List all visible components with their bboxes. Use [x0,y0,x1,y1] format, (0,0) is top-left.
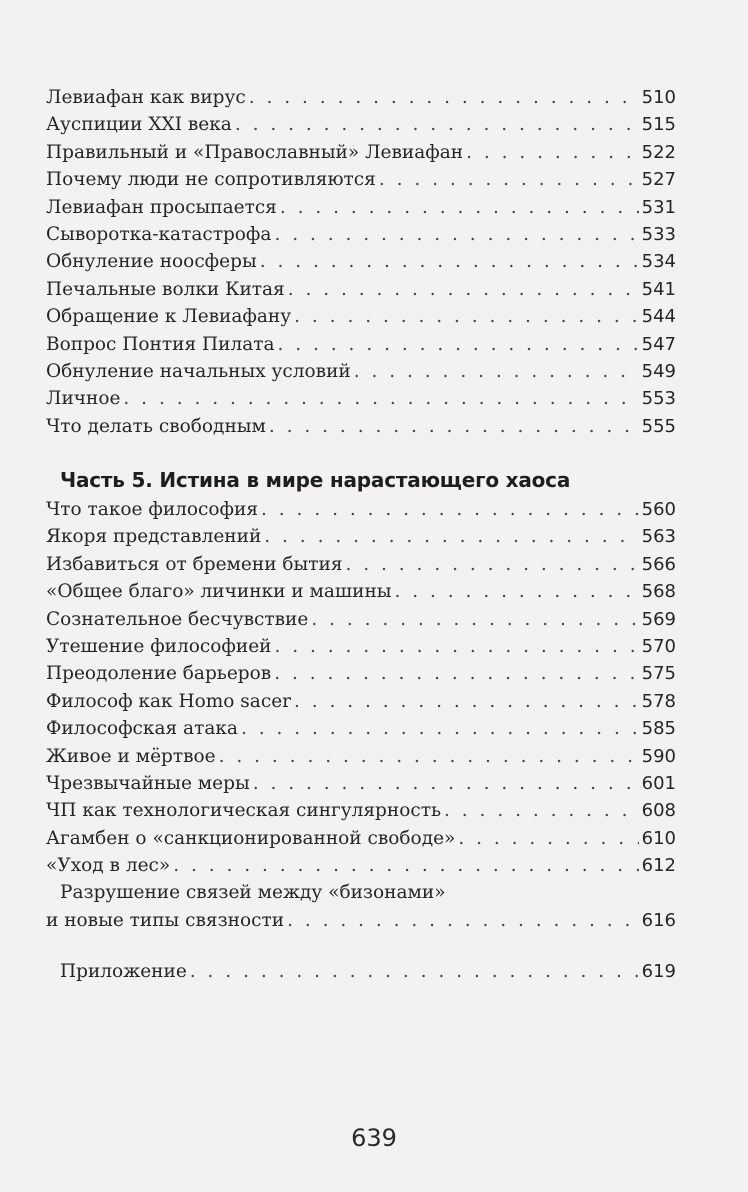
toc-entry-page: 612 [641,855,676,877]
toc-entry-title: Личное [46,388,121,410]
toc-entry-page: 563 [641,526,676,548]
toc-entry-page: 585 [641,718,676,740]
toc-entry-title: Что такое философия [46,499,259,520]
toc-entry [46,825,676,852]
toc-entry-page: 522 [641,141,676,163]
toc-entry [46,578,676,605]
toc-entry [46,194,676,221]
toc-leader-dots [466,139,639,166]
toc-entry-page: 566 [641,553,676,575]
toc-entry-page: 568 [641,581,676,603]
toc-entry-title: Приложение [60,961,187,982]
toc-entry [46,797,676,824]
toc-entry [46,385,676,412]
toc-entry-title: Якоря представлений [46,526,262,548]
toc-entry [46,84,676,111]
toc-leader-dots [346,551,639,578]
toc-entry [46,413,676,440]
toc-leader-dots [287,907,639,934]
toc-entry [46,523,676,550]
toc-entry-page: 560 [641,499,676,520]
toc-entry-page: 531 [641,196,676,218]
toc-appendix [60,958,676,985]
toc-entry-page: 533 [641,223,676,245]
toc-leader-dots [354,358,639,385]
toc-leader-dots [395,578,639,605]
toc-entry-title: Сознательное бесчувствие [46,608,309,630]
toc-leader-dots [274,633,638,660]
toc-entry [46,248,676,275]
toc-entry-title: Сыворотка-катастрофа [46,223,272,245]
toc-entry [46,331,676,358]
toc-leader-dots [269,413,639,440]
toc-entry-title: «Общее благо» личинки и машины [46,581,392,603]
toc-leader-dots [311,606,638,633]
toc-entry-title: Ауспиции XXI века [46,114,232,136]
toc-entry [46,358,676,385]
toc-entry [46,276,676,303]
toc-entry-title: Обнуление ноосферы [46,251,257,273]
toc-entry-page: 575 [641,663,676,685]
toc-entry-page: 569 [641,608,676,630]
toc-entry [46,743,676,770]
toc-entry-multiline [46,879,676,934]
toc-entry-title: Что делать свободным [46,415,266,437]
toc-entry-title: «Уход в лес» [46,855,171,877]
toc-entry-page: 549 [641,360,676,382]
toc-entry [46,139,676,166]
toc-entry-title: ЧП как технологическая сингулярность [46,800,442,822]
toc-entry-title-line2: и новые типы связности [46,909,285,931]
toc-entry-title: Левиафан как вирус [46,87,246,108]
toc-entry-title: Обнуление начальных условий [46,360,351,382]
toc-leader-dots [280,194,639,221]
toc-entry [46,633,676,660]
part-5-heading: Часть 5. Истина в мире нарастающего хаоса [60,468,571,492]
toc-entry [46,551,676,578]
toc-leader-dots [190,958,639,985]
toc-entry-title: Обращение к Левиафану [46,306,292,328]
toc-leader-dots [288,276,639,303]
toc-leader-dots [274,660,638,687]
toc-entry-title: Избавиться от бремени бытия [46,553,343,575]
toc-leader-dots [241,715,639,742]
toc-entry-page: 534 [641,251,676,273]
toc-entry [46,221,676,248]
toc-leader-dots [219,743,639,770]
toc-leader-dots [253,770,639,797]
toc-leader-dots [444,797,639,824]
page-number: 639 [351,1124,397,1152]
toc-entry-line2 [46,907,676,934]
toc-entry-page: 608 [641,800,676,822]
toc-leader-dots [294,688,639,715]
toc-entry-page: 555 [641,415,676,437]
toc-leader-dots [278,331,639,358]
toc-entry [46,303,676,330]
toc-entry-title: Утешение философией [46,635,272,657]
toc-entry-title-line1: Разрушение связей между «бизонами» [60,882,446,904]
toc-part-5 [46,496,676,934]
toc-entry-page: 544 [641,306,676,328]
toc-part-a [46,84,676,440]
toc-entry [46,715,676,742]
toc-entry [46,660,676,687]
toc-entry-page: 527 [641,169,676,191]
toc-leader-dots [173,852,638,879]
toc-entry-page: 515 [641,114,676,136]
toc-entry [46,496,676,523]
toc-entry [46,770,676,797]
toc-entry-title: Агамбен о «санкционированной свободе» [46,827,456,849]
toc-entry-title: Вопрос Понтия Пилата [46,333,275,355]
toc-entry-page: 541 [641,278,676,300]
toc-leader-dots [379,166,639,193]
toc-entry [60,958,676,985]
toc-entry-title: Правильный и «Православный» Левиафан [46,141,464,163]
toc-leader-dots [123,385,638,412]
toc-entry-page: 510 [641,87,676,108]
toc-entry-page: 553 [641,388,676,410]
toc-entry [46,852,676,879]
toc-leader-dots [261,496,639,523]
toc-entry-title: Философская атака [46,718,238,740]
toc-entry-page: 578 [641,690,676,712]
toc-entry-title: Живое и мёртвое [46,745,216,767]
toc-entry-title: Чрезвычайные меры [46,772,250,794]
toc-entry-title: Философ как Homo sacer [46,690,291,712]
toc-leader-dots [249,84,639,111]
toc-leader-dots [274,221,638,248]
toc-entry-page: 547 [641,333,676,355]
toc-entry-page: 616 [641,909,676,931]
toc-entry-title: Почему люди не сопротивляются [46,169,376,191]
toc-entry [46,111,676,138]
toc-entry-title: Левиафан просыпается [46,196,277,218]
toc-entry-title: Преодоление барьеров [46,663,272,685]
toc-entry-page: 590 [641,745,676,767]
toc-leader-dots [264,523,638,550]
toc-entry [46,166,676,193]
toc-entry-page: 601 [641,772,676,794]
toc-leader-dots [260,248,639,275]
toc-entry-page: 619 [641,961,676,982]
toc-entry-title: Печальные волки Китая [46,278,285,300]
toc-entry-page: 570 [641,635,676,657]
toc-entry [46,688,676,715]
toc-leader-dots [235,111,639,138]
toc-leader-dots [294,303,638,330]
toc-leader-dots [458,825,638,852]
toc-entry-page: 610 [641,827,676,849]
toc-entry [46,606,676,633]
